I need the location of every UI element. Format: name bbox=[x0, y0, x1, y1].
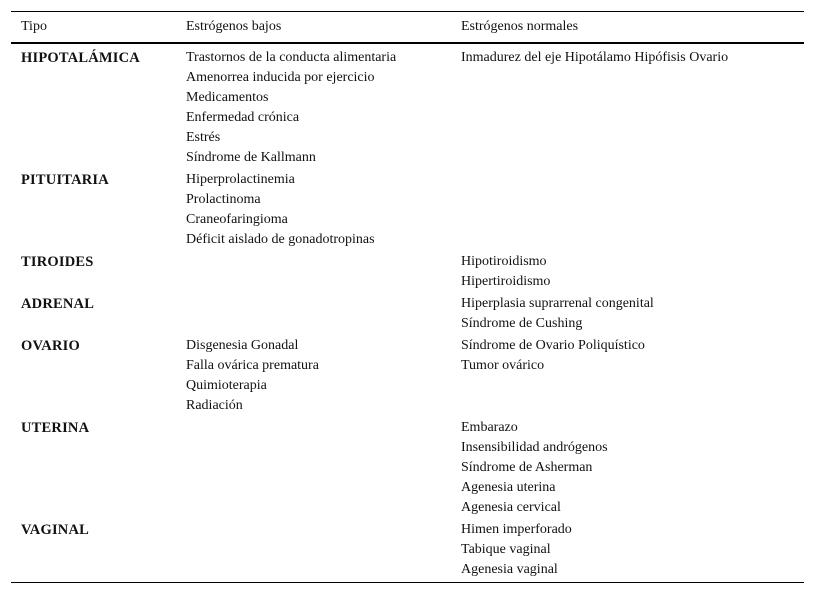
low-estrogen-item: Falla ovárica prematura bbox=[186, 358, 319, 373]
normal-estrogen-item: Tumor ovárico bbox=[461, 358, 545, 373]
row-type: ADRENAL bbox=[21, 296, 95, 312]
table-row bbox=[11, 416, 804, 518]
normal-estrogen-item: Hipotiroidismo bbox=[461, 254, 547, 269]
normal-estrogen-item: Agenesia vaginal bbox=[461, 562, 558, 577]
header-estrogenos-normales: Estrógenos normales bbox=[461, 19, 579, 34]
low-estrogen-item: Amenorrea inducida por ejercicio bbox=[186, 70, 375, 85]
normal-estrogen-item: Síndrome de Asherman bbox=[461, 460, 593, 475]
table-row bbox=[11, 250, 804, 292]
table-row bbox=[11, 334, 804, 416]
normal-estrogen-cell bbox=[461, 170, 804, 250]
row-type: TIROIDES bbox=[21, 254, 94, 270]
low-estrogen-item: Quimioterapia bbox=[186, 378, 267, 393]
table-row bbox=[11, 46, 804, 168]
normal-estrogen-item: Hipertiroidismo bbox=[461, 274, 551, 289]
normal-estrogen-cell bbox=[461, 48, 804, 168]
low-estrogen-item: Medicamentos bbox=[186, 90, 269, 105]
normal-estrogen-cell bbox=[461, 294, 804, 334]
normal-estrogen-item: Tabique vaginal bbox=[461, 542, 551, 557]
low-estrogen-cell bbox=[186, 418, 461, 518]
header-tipo: Tipo bbox=[21, 19, 47, 34]
row-type: OVARIO bbox=[21, 338, 80, 354]
low-estrogen-item: Disgenesia Gonadal bbox=[186, 338, 299, 353]
normal-estrogen-item: Insensibilidad andrógenos bbox=[461, 440, 608, 455]
low-estrogen-cell bbox=[186, 294, 461, 334]
row-type: UTERINA bbox=[21, 420, 90, 436]
low-estrogen-item: Prolactinoma bbox=[186, 192, 261, 207]
low-estrogen-item: Trastornos de la conducta alimentaria bbox=[186, 50, 397, 65]
normal-estrogen-item: Himen imperforado bbox=[461, 522, 572, 537]
low-estrogen-item: Déficit aislado de gonadotropinas bbox=[186, 232, 375, 247]
normal-estrogen-cell bbox=[461, 252, 804, 292]
row-type: VAGINAL bbox=[21, 522, 90, 538]
low-estrogen-item: Craneofaringioma bbox=[186, 212, 288, 227]
table-body bbox=[11, 44, 804, 582]
low-estrogen-cell bbox=[186, 252, 461, 292]
low-estrogen-cell bbox=[186, 520, 461, 580]
low-estrogen-item: Enfermedad crónica bbox=[186, 110, 300, 125]
low-estrogen-item: Estrés bbox=[186, 130, 221, 145]
row-type: PITUITARIA bbox=[21, 172, 109, 188]
normal-estrogen-item: Síndrome de Ovario Poliquístico bbox=[461, 338, 645, 353]
normal-estrogen-item: Embarazo bbox=[461, 420, 518, 435]
low-estrogen-cell bbox=[186, 336, 461, 416]
table-row bbox=[11, 292, 804, 334]
normal-estrogen-item: Inmadurez del eje Hipotálamo Hipófisis Ovario bbox=[461, 50, 729, 65]
normal-estrogen-item: Síndrome de Cushing bbox=[461, 316, 583, 331]
normal-estrogen-item: Agenesia uterina bbox=[461, 480, 556, 495]
normal-estrogen-item: Hiperplasia suprarrenal congenital bbox=[461, 296, 654, 311]
normal-estrogen-cell bbox=[461, 336, 804, 416]
low-estrogen-cell bbox=[186, 48, 461, 168]
low-estrogen-item: Hiperprolactinemia bbox=[186, 172, 295, 187]
normal-estrogen-cell bbox=[461, 418, 804, 518]
low-estrogen-cell bbox=[186, 170, 461, 250]
low-estrogen-item: Radiación bbox=[186, 398, 243, 413]
header-estrogenos-bajos: Estrógenos bajos bbox=[186, 19, 282, 34]
table-header bbox=[11, 12, 804, 44]
row-type: HIPOTALÁMICA bbox=[21, 50, 140, 66]
amenorrhea-table bbox=[11, 11, 804, 583]
normal-estrogen-item: Agenesia cervical bbox=[461, 500, 561, 515]
table-row bbox=[11, 518, 804, 580]
table-row bbox=[11, 168, 804, 250]
normal-estrogen-cell bbox=[461, 520, 804, 580]
low-estrogen-item: Síndrome de Kallmann bbox=[186, 150, 316, 165]
